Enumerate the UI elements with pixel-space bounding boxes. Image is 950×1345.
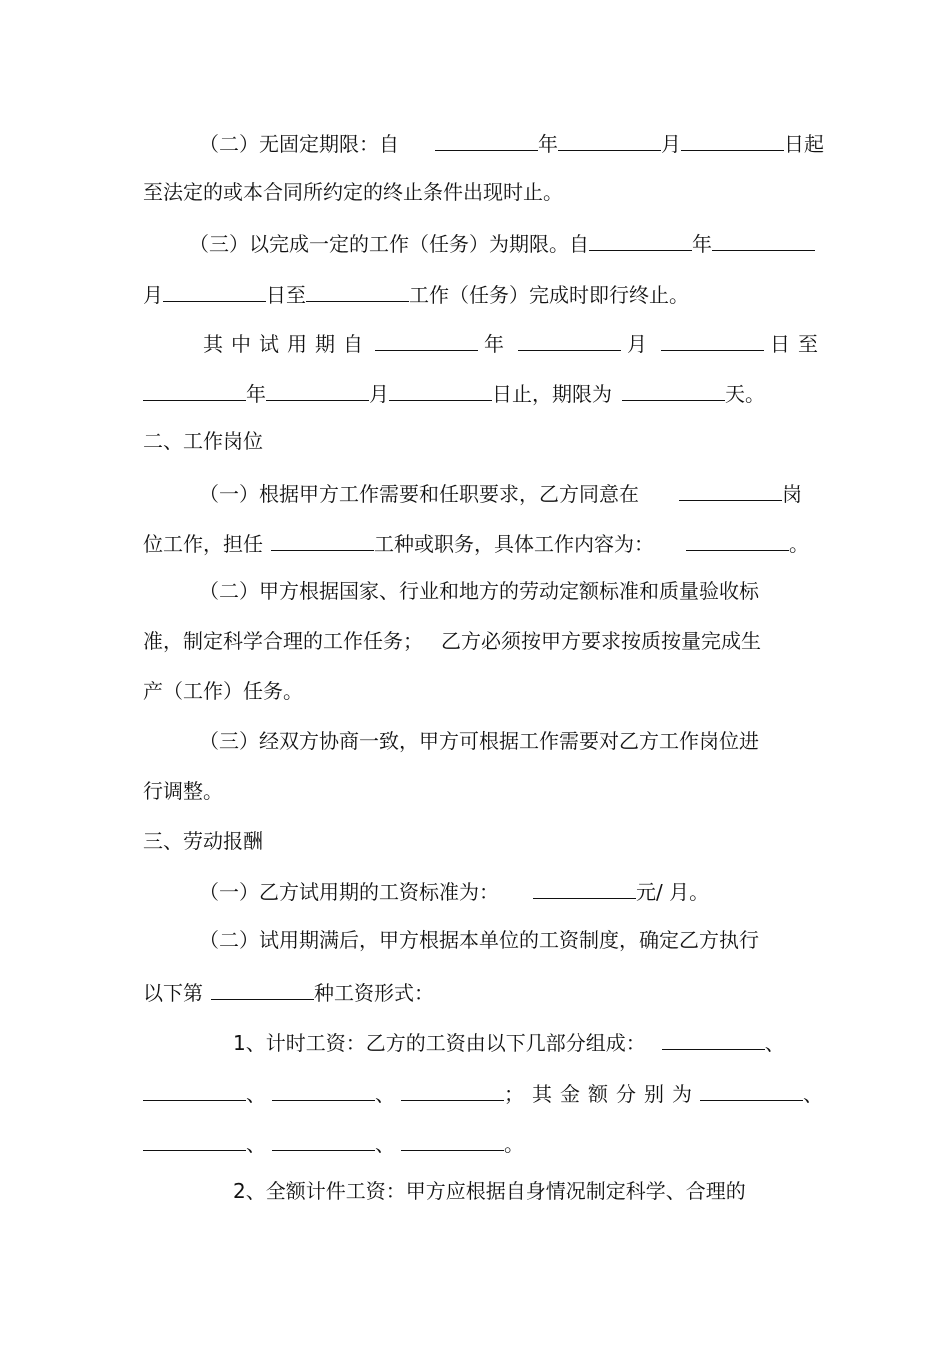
text: ；其金额分别为 [504, 1082, 700, 1106]
text: 二、工作岗位 [143, 429, 263, 453]
blank-field[interactable] [163, 275, 266, 302]
text: （三）经双方协商一致，甲方可根据工作需要对乙方工作岗位进 [199, 729, 759, 753]
line-19 [233, 1023, 785, 1057]
section-heading [143, 424, 263, 458]
blank-field[interactable] [143, 1124, 246, 1151]
text: 日至 [266, 283, 306, 307]
text: （三）以完成一定的工作（任务）为期限。自 [189, 232, 589, 256]
text: 其中试用期自 [203, 332, 371, 356]
blank-field[interactable] [712, 224, 815, 251]
text: 年 [246, 382, 266, 406]
text: 天。 [725, 382, 765, 406]
blank-field[interactable] [272, 1124, 375, 1151]
line-17 [199, 923, 759, 957]
blank-field[interactable] [211, 973, 314, 1000]
text: 月 [369, 382, 389, 406]
text: 年 [692, 232, 712, 256]
text: 月 [627, 332, 647, 356]
line-22 [233, 1174, 746, 1208]
line-11 [143, 624, 761, 658]
line-20 [143, 1074, 823, 1108]
text: 准，制定科学合理的工作任务； [143, 629, 423, 653]
text: 、 [246, 1082, 266, 1106]
blank-field[interactable] [679, 474, 782, 501]
line-8 [199, 474, 802, 508]
text: 、 [375, 1132, 395, 1156]
text: （二）甲方根据国家、行业和地方的劳动定额标准和质量验收标 [199, 579, 759, 603]
blank-field[interactable] [589, 224, 692, 251]
blank-field[interactable] [686, 524, 789, 551]
line-5 [203, 324, 826, 358]
text: （一）根据甲方工作需要和任职要求，乙方同意在 [199, 482, 639, 506]
line-12 [143, 674, 303, 708]
text: 2、全额计件工资：甲方应根据自身情况制定科学、合理的 [233, 1179, 746, 1203]
line-3 [189, 224, 815, 258]
blank-field[interactable] [518, 324, 621, 351]
text: 年 [484, 332, 504, 356]
text: 日至 [770, 332, 826, 356]
blank-field[interactable] [375, 324, 478, 351]
blank-field[interactable] [622, 374, 725, 401]
blank-field[interactable] [389, 374, 492, 401]
text: 以下第 [143, 981, 203, 1005]
text: 。 [504, 1132, 524, 1156]
text: （二）试用期满后，甲方根据本单位的工资制度，确定乙方执行 [199, 928, 759, 952]
line-6 [143, 374, 765, 408]
text: 三、劳动报酬 [143, 829, 263, 853]
blank-field[interactable] [401, 1074, 504, 1101]
blank-field[interactable] [271, 524, 374, 551]
text: 月 [661, 132, 681, 156]
text: 种工资形式： [314, 981, 434, 1005]
line-13 [199, 724, 759, 758]
text: 日起 [784, 132, 824, 156]
blank-field[interactable] [143, 374, 246, 401]
blank-field[interactable] [435, 124, 538, 151]
text: 行调整。 [143, 779, 223, 803]
text: 工种或职务，具体工作内容为： [374, 532, 654, 556]
blank-field[interactable] [681, 124, 784, 151]
text: 、 [803, 1082, 823, 1106]
line-16 [199, 872, 709, 906]
blank-field[interactable] [662, 1023, 765, 1050]
text: 1、计时工资：乙方的工资由以下几部分组成： [233, 1031, 646, 1055]
text: 元/ 月。 [636, 880, 710, 904]
text: 乙方必须按甲方要求按质按量完成生 [441, 629, 761, 653]
text: 、 [764, 1031, 785, 1055]
text: 产（工作）任务。 [143, 679, 303, 703]
blank-field[interactable] [533, 872, 636, 899]
blank-field[interactable] [401, 1124, 504, 1151]
blank-field[interactable] [143, 1074, 246, 1101]
text: 月 [143, 283, 163, 307]
text: 日止，期限为 [492, 382, 612, 406]
line-10 [199, 574, 759, 608]
blank-field[interactable] [558, 124, 661, 151]
blank-field[interactable] [272, 1074, 375, 1101]
text: 岗 [782, 482, 802, 506]
text: 、 [375, 1082, 395, 1106]
text: 。 [789, 532, 809, 556]
text: （二）无固定期限：自 [199, 132, 399, 156]
line-9 [143, 524, 809, 558]
text: 位工作，担任 [143, 532, 263, 556]
text: 、 [246, 1132, 266, 1156]
blank-field[interactable] [700, 1074, 803, 1101]
line-18 [143, 973, 434, 1007]
line-14 [143, 774, 223, 808]
text: （一）乙方试用期的工资标准为： [199, 880, 499, 904]
text: 年 [538, 132, 558, 156]
blank-field[interactable] [661, 324, 764, 351]
blank-field[interactable] [306, 275, 409, 302]
text: 至法定的或本合同所约定的终止条件出现时止。 [143, 180, 563, 204]
line-1 [199, 124, 824, 158]
line-2 [143, 175, 563, 209]
text: 工作（任务）完成时即行终止。 [409, 283, 689, 307]
line-21 [143, 1124, 524, 1158]
blank-field[interactable] [266, 374, 369, 401]
line-4 [143, 275, 689, 309]
section-heading [143, 824, 263, 858]
